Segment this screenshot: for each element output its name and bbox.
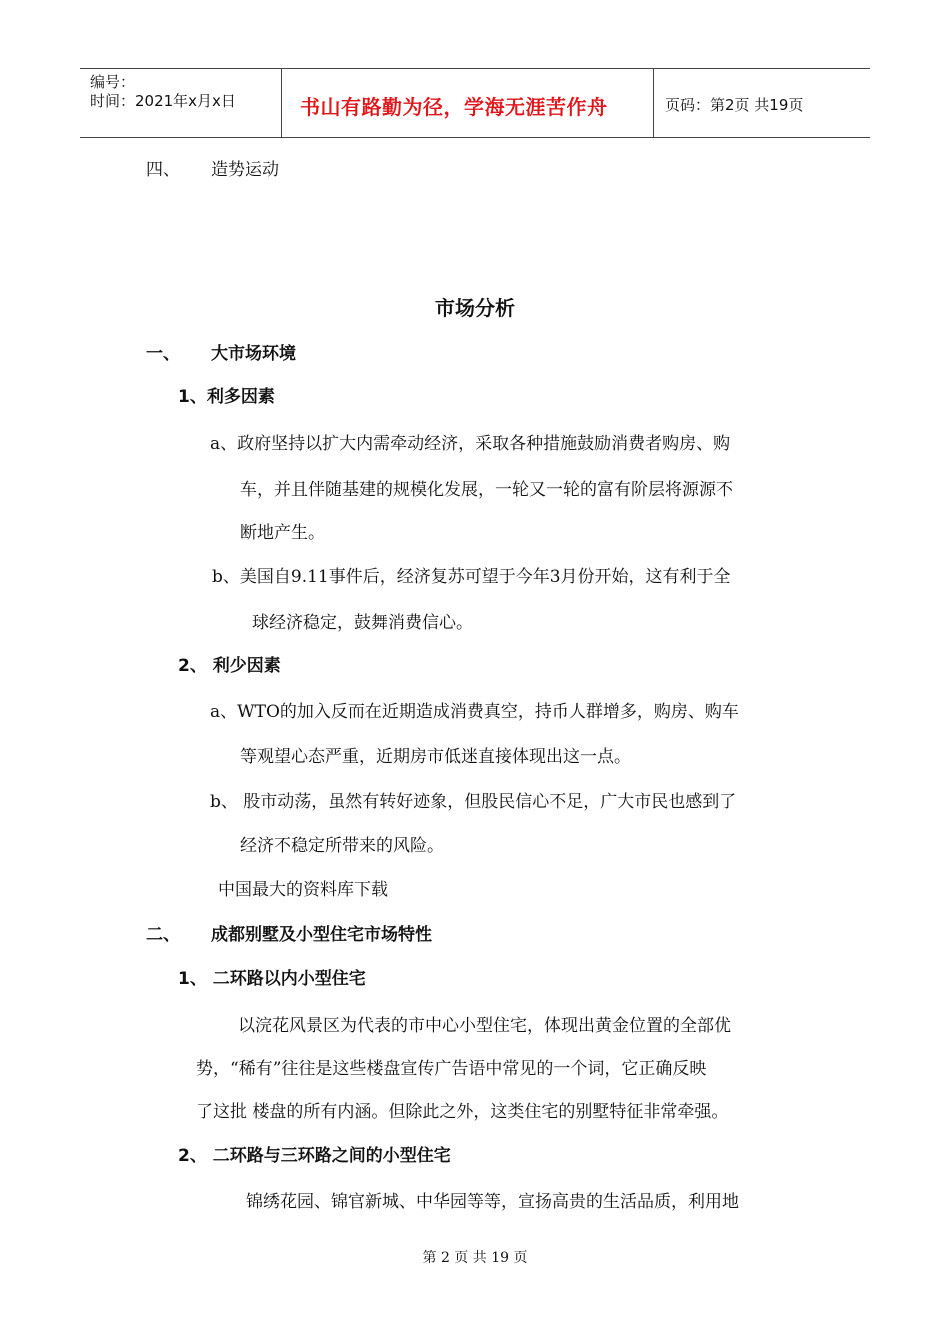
paragraph-line: b、美国自9.11事件后，经济复苏可望于今年3月份开始，这有利于全	[212, 567, 731, 587]
subsection-2-1-title: 1、 二环路以内小型住宅	[178, 969, 366, 989]
paragraph-line: 了这批 楼盘的所有内涵。但除此之外，这类住宅的别墅特征非常牵强。	[196, 1102, 729, 1122]
subsection-1-1-title: 1、利多因素	[178, 387, 275, 407]
section-2-title: 成都别墅及小型住宅市场特性	[211, 925, 432, 945]
paragraph-line: 经济不稳定所带来的风险。	[240, 836, 444, 856]
toc-item-text: 造势运动	[211, 160, 279, 180]
paragraph-line: b、 股市动荡，虽然有转好迹象，但股民信心不足，广大市民也感到了	[210, 792, 737, 812]
paragraph-line: 锦绣花园、锦官新城、中华园等等，宣扬高贵的生活品质，利用地	[246, 1192, 739, 1212]
paragraph-line: 断地产生。	[240, 523, 325, 543]
doc-title: 市场分析	[435, 296, 515, 320]
paragraph-line: 以浣花风景区为代表的市中心小型住宅，体现出黄金位置的全部优	[238, 1016, 731, 1036]
toc-item-number: 四、	[146, 160, 180, 180]
subsection-2-2-title: 2、 二环路与三环路之间的小型住宅	[178, 1146, 451, 1166]
page-header	[80, 68, 870, 138]
subsection-1-2-title: 2、 利少因素	[178, 656, 281, 676]
header-page-info: 页码：第2页 共19页	[665, 96, 804, 114]
paragraph-line: 球经济稳定，鼓舞消费信心。	[252, 613, 473, 633]
paragraph-line: a、政府坚持以扩大内需牵动经济，采取各种措施鼓励消费者购房、购	[210, 434, 731, 454]
section-1-title: 大市场环境	[211, 344, 296, 364]
header-meta-cell	[80, 69, 281, 137]
paragraph-line: a、WTO的加入反而在近期造成消费真空，持币人群增多，购房、购车	[210, 702, 739, 722]
paragraph-line: 等观望心态严重，近期房市低迷直接体现出这一点。	[240, 747, 631, 767]
paragraph-line: 势，“稀有”往往是这些楼盘宣传广告语中常见的一个词，它正确反映	[196, 1059, 707, 1079]
section-1-number: 一、	[146, 344, 180, 364]
time-label: 时间：2021年x月x日	[90, 92, 236, 110]
paragraph-line: 车，并且伴随基建的规模化发展，一轮又一轮的富有阶层将源源不	[240, 480, 733, 500]
motto-text: 书山有路勤为径，学海无涯苦作舟	[300, 95, 608, 119]
number-label: 编号：	[90, 73, 136, 91]
section-2-number: 二、	[146, 925, 180, 945]
page-footer: 第 2 页 共 19 页	[422, 1250, 528, 1266]
header-motto-cell	[281, 69, 654, 137]
note-line: 中国最大的资料库下载	[218, 880, 388, 900]
